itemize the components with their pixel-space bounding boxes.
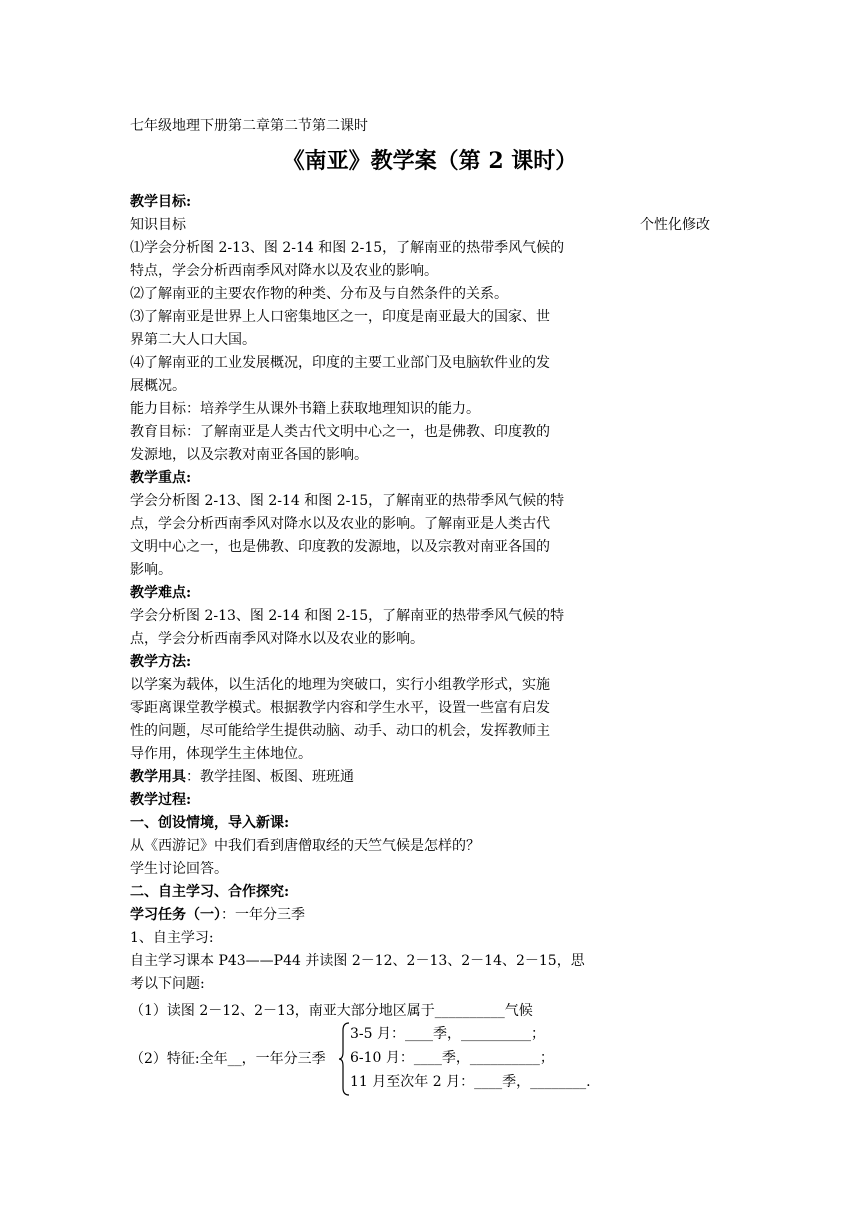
task-1 [130,904,590,927]
method-heading: 教学方法: [130,654,192,670]
question-2-label: （2）特征:全年__，一年分三季 [130,1051,326,1067]
ability-goal: 能力目标：培养学生从课外书籍上获取地理知识的能力。 [130,401,480,417]
method-line-3: 性的问题，尽可能给学生提供动脑、动手、动口的机会，发挥教师主 [130,723,550,739]
goal-1-line-2: 特点，学会分析西南季风对降水以及农业的影响。 [130,263,438,279]
difficult-points-heading: 教学难点: [130,585,192,601]
key-points-heading: 教学重点: [130,470,192,486]
key-points-line-3: 文明中心之一，也是佛教、印度教的发源地，以及宗教对南亚各国的 [130,539,550,555]
step-1-answer: 学生讨论回答。 [130,861,228,877]
task-1-heading: 学习任务（一） [130,907,221,923]
page-title: 《南亚》教学案（第 2 课时） [282,148,578,174]
difficult-points-line-1: 学会分析图 2-13、图 2-14 和图 2-15，了解南亚的热带季风气候的特 [130,608,565,624]
process-heading: 教学过程: [130,792,192,808]
curly-brace-icon [338,1022,350,1096]
goal-4-line-2: 展概况。 [130,378,186,394]
goal-2: ⑵了解南亚的主要农作物的种类、分布及与自然条件的关系。 [130,286,508,302]
method-line-4: 导作用，体现学生主体地位。 [130,746,312,762]
instruction-line-1: 自主学习课本 P43——P44 并读图 2－12、2－13、2－14、2－15，思 [130,953,585,969]
tools-heading: 教学用具 [130,769,186,785]
key-points-line-1: 学会分析图 2-13、图 2-14 和图 2-15，了解南亚的热带季风气候的特 [130,493,565,509]
method-line-1: 以学案为载体，以生活化的地理为突破口，实行小组教学形式，实施 [130,677,550,693]
main-text-column [130,191,590,996]
goal-4-line-1: ⑷了解南亚的工业发展概况，印度的主要工业部门及电脑软件业的发 [130,355,550,371]
goals-heading: 教学目标: [130,194,192,210]
course-subtitle: 七年级地理下册第二章第二节第二课时 [130,118,368,134]
step-1-question: 从《西游记》中我们看到唐僧取经的天竺气候是怎样的？ [130,838,480,854]
method-line-2: 零距离课堂教学模式。根据教学内容和学生水平，设置一些富有启发 [130,700,550,716]
education-goal-line-1: 教育目标：了解南亚是人类古代文明中心之一，也是佛教、印度教的 [130,424,550,440]
season-list [350,1022,591,1094]
education-goal-line-2: 发源地，以及宗教对南亚各国的影响。 [130,447,368,463]
question-1: （1）读图 2－12、2－13，南亚大部分地区属于__________气候 [130,1003,533,1019]
step-2-heading: 二、自主学习、合作探究: [130,884,290,900]
goal-3-line-2: 界第二大人口大国。 [130,332,256,348]
instruction-line-2: 考以下问题: [130,976,205,992]
tools-text: ：教学挂图、板图、班班通 [186,769,354,785]
key-points-line-2: 点，学会分析西南季风对降水以及农业的影响。了解南亚是人类古代 [130,516,550,532]
side-note-personalized-edit: 个性化修改 [640,217,710,233]
task-1-text: ：一年分三季 [221,907,305,923]
key-points-line-4: 影响。 [130,562,172,578]
goal-1-line-1: ⑴学会分析图 2-13、图 2-14 和图 2-15，了解南亚的热带季风气候的 [130,240,565,256]
step-1-heading: 一、创设情境，导入新课: [130,815,290,831]
season-row-summer: 6-10 月：____季，__________； [350,1050,554,1066]
season-row-winter: 11 月至次年 2 月：____季，________. [350,1074,591,1090]
season-row-spring: 3-5 月：____季，__________； [350,1026,545,1042]
teaching-tools [130,766,590,789]
knowledge-heading: 知识目标 [130,217,186,233]
goal-3-line-1: ⑶了解南亚是世界上人口密集地区之一，印度是南亚最大的国家、世 [130,309,550,325]
self-study-heading: 1、自主学习: [130,930,214,946]
difficult-points-line-2: 点，学会分析西南季风对降水以及农业的影响。 [130,631,424,647]
